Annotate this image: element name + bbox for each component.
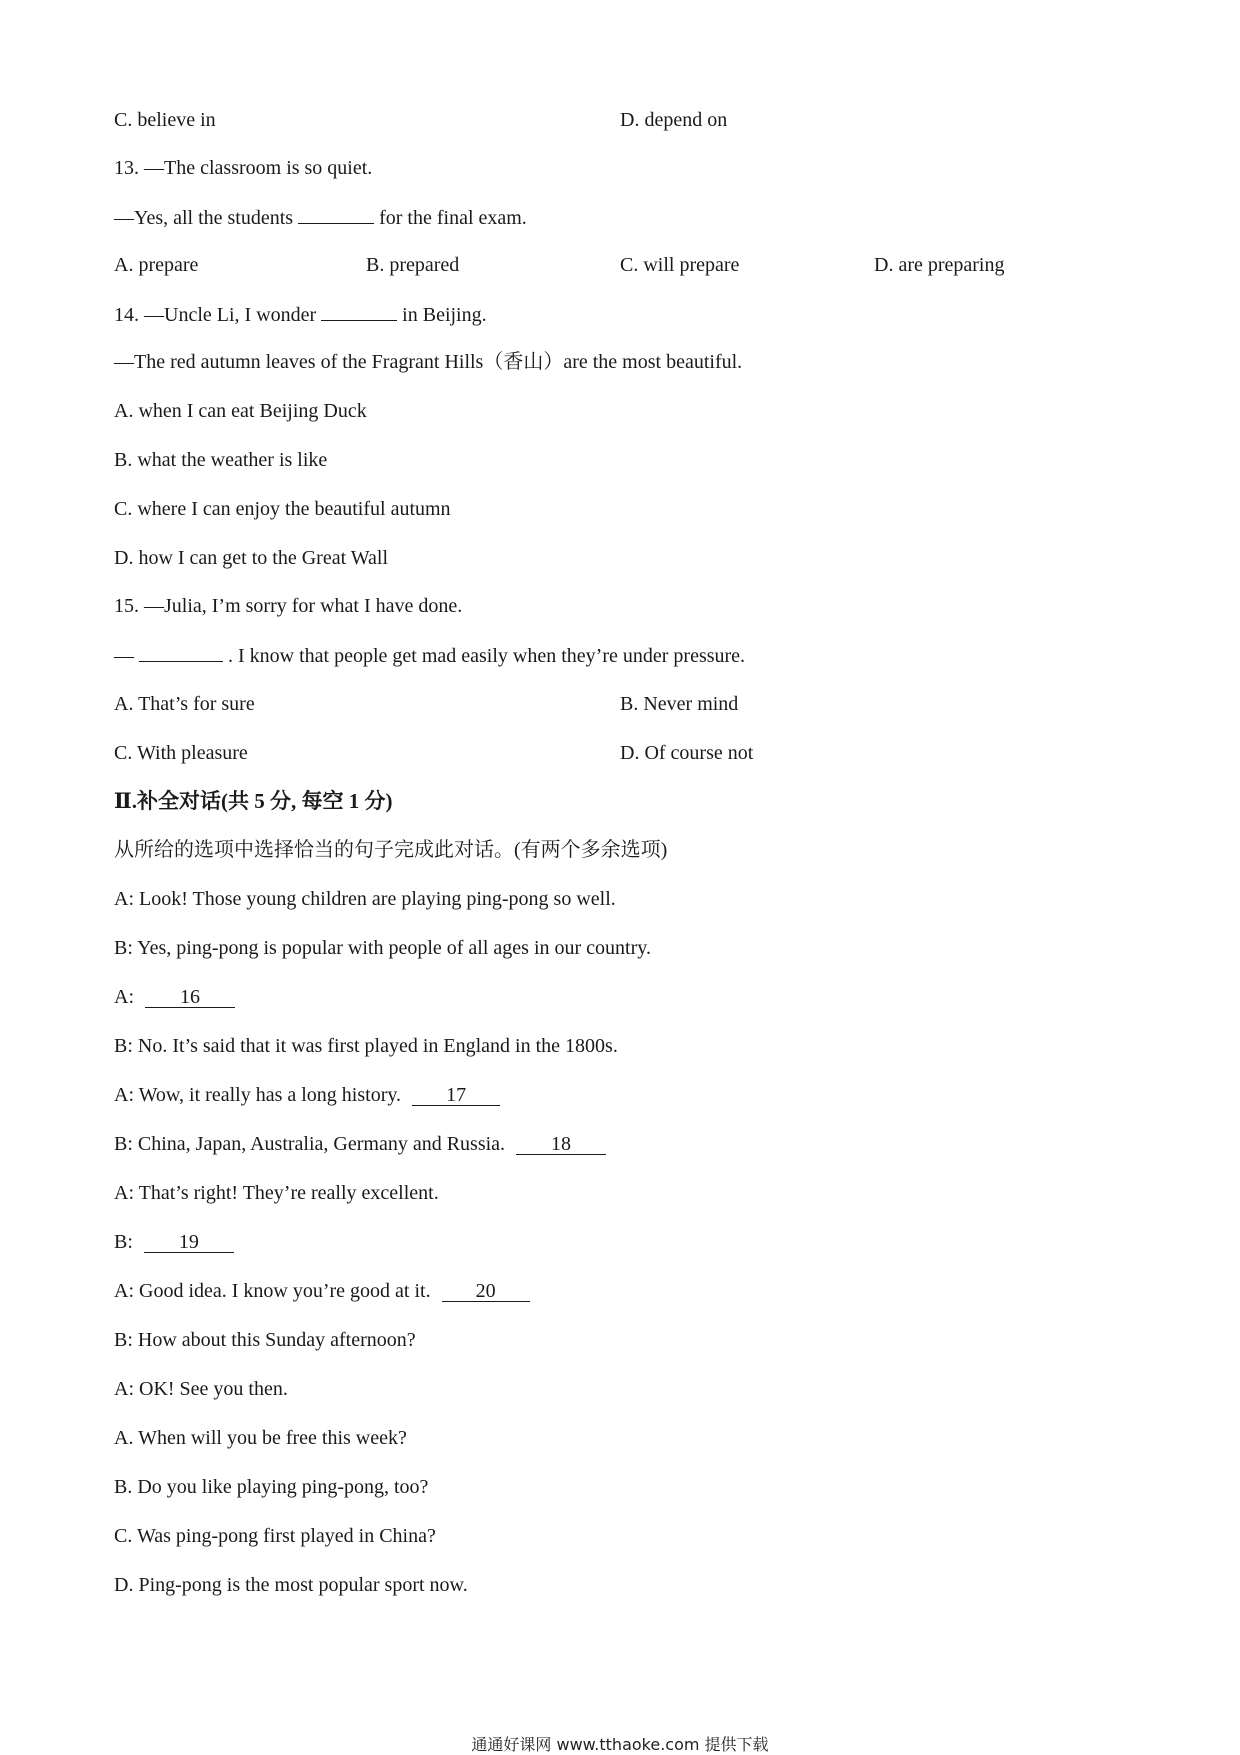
dialogue-line-5 xyxy=(114,1083,500,1107)
q13-option-c: C. will prepare xyxy=(620,254,740,276)
q14-option-c: C. where I can enjoy the beautiful autumn xyxy=(114,498,451,520)
section2-option-d: D. Ping-pong is the most popular sport now. xyxy=(114,1574,468,1596)
dialogue-line-7: A: That’s right! They’re really excellent. xyxy=(114,1182,439,1204)
q12-option-d: D. depend on xyxy=(620,109,728,131)
dialogue-line-1: A: Look! Those young children are playing ping-pong so well. xyxy=(114,888,616,910)
dialogue-line-8 xyxy=(114,1230,234,1254)
blank-19: 19 xyxy=(144,1232,234,1253)
dialogue-text: A: Wow, it really has a long history. xyxy=(114,1084,402,1106)
q14-option-d: D. how I can get to the Great Wall xyxy=(114,547,389,569)
q15-option-d: D. Of course not xyxy=(620,742,754,764)
page-footer: 通通好课网 www.tthaoke.com 提供下载 xyxy=(471,1735,769,1754)
blank-20: 20 xyxy=(442,1281,530,1302)
section2-option-b: B. Do you like playing ping-pong, too? xyxy=(114,1476,429,1498)
dialogue-text: A: Good idea. I know you’re good at it. xyxy=(114,1280,431,1302)
q14-answer-blank xyxy=(321,302,397,321)
q13-answer-blank xyxy=(298,205,374,224)
q13-reply-after: for the final exam. xyxy=(379,207,527,229)
section2-option-c: C. Was ping-pong first played in China? xyxy=(114,1525,436,1547)
q13-option-d: D. are preparing xyxy=(874,254,1005,276)
q14-reply: —The red autumn leaves of the Fragrant Hills（香山）are the most beautiful. xyxy=(114,351,743,373)
q13-question: 13. —The classroom is so quiet. xyxy=(114,157,373,179)
section-instruction: 从所给的选项中选择恰当的句子完成此对话。(有两个多余选项) xyxy=(114,839,668,861)
q14-question-before: 14. —Uncle Li, I wonder xyxy=(114,304,317,326)
dialogue-text: B: China, Japan, Australia, Germany and Russia. xyxy=(114,1133,506,1155)
q14-question xyxy=(114,302,487,327)
blank-18: 18 xyxy=(516,1134,606,1155)
section2-option-a: A. When will you be free this week? xyxy=(114,1427,407,1449)
blank-17: 17 xyxy=(412,1085,500,1106)
q15-option-b: B. Never mind xyxy=(620,693,739,715)
q14-option-b: B. what the weather is like xyxy=(114,449,328,471)
q13-option-b: B. prepared xyxy=(366,254,460,276)
q15-answer-blank xyxy=(139,643,223,662)
dialogue-line-9 xyxy=(114,1279,530,1303)
q15-option-a: A. That’s for sure xyxy=(114,693,255,715)
dialogue-speaker: A: xyxy=(114,986,134,1008)
q15-option-c: C. With pleasure xyxy=(114,742,248,764)
q13-option-a: A. prepare xyxy=(114,254,199,276)
q12-option-c: C. believe in xyxy=(114,109,216,131)
blank-16: 16 xyxy=(145,987,235,1008)
q15-reply xyxy=(114,643,745,668)
q13-reply xyxy=(114,205,527,230)
dialogue-line-2: B: Yes, ping-pong is popular with people of all ages in our country. xyxy=(114,937,651,959)
dialogue-line-4: B: No. It’s said that it was first played in England in the 1800s. xyxy=(114,1035,618,1057)
dialogue-line-11: A: OK! See you then. xyxy=(114,1378,288,1400)
q15-reply-before: — xyxy=(114,645,134,667)
dialogue-line-10: B: How about this Sunday afternoon? xyxy=(114,1329,416,1351)
q15-reply-after: . I know that people get mad easily when they’re under pressure. xyxy=(228,645,746,667)
q14-question-after: in Beijing. xyxy=(402,304,487,326)
dialogue-speaker: B: xyxy=(114,1231,133,1253)
section-heading: Ⅱ.补全对话(共 5 分, 每空 1 分) xyxy=(114,789,393,813)
q13-reply-before: —Yes, all the students xyxy=(114,207,294,229)
dialogue-line-3 xyxy=(114,985,235,1009)
dialogue-line-6 xyxy=(114,1132,606,1156)
q15-question: 15. —Julia, I’m sorry for what I have done. xyxy=(114,595,463,617)
q14-option-a: A. when I can eat Beijing Duck xyxy=(114,400,367,422)
